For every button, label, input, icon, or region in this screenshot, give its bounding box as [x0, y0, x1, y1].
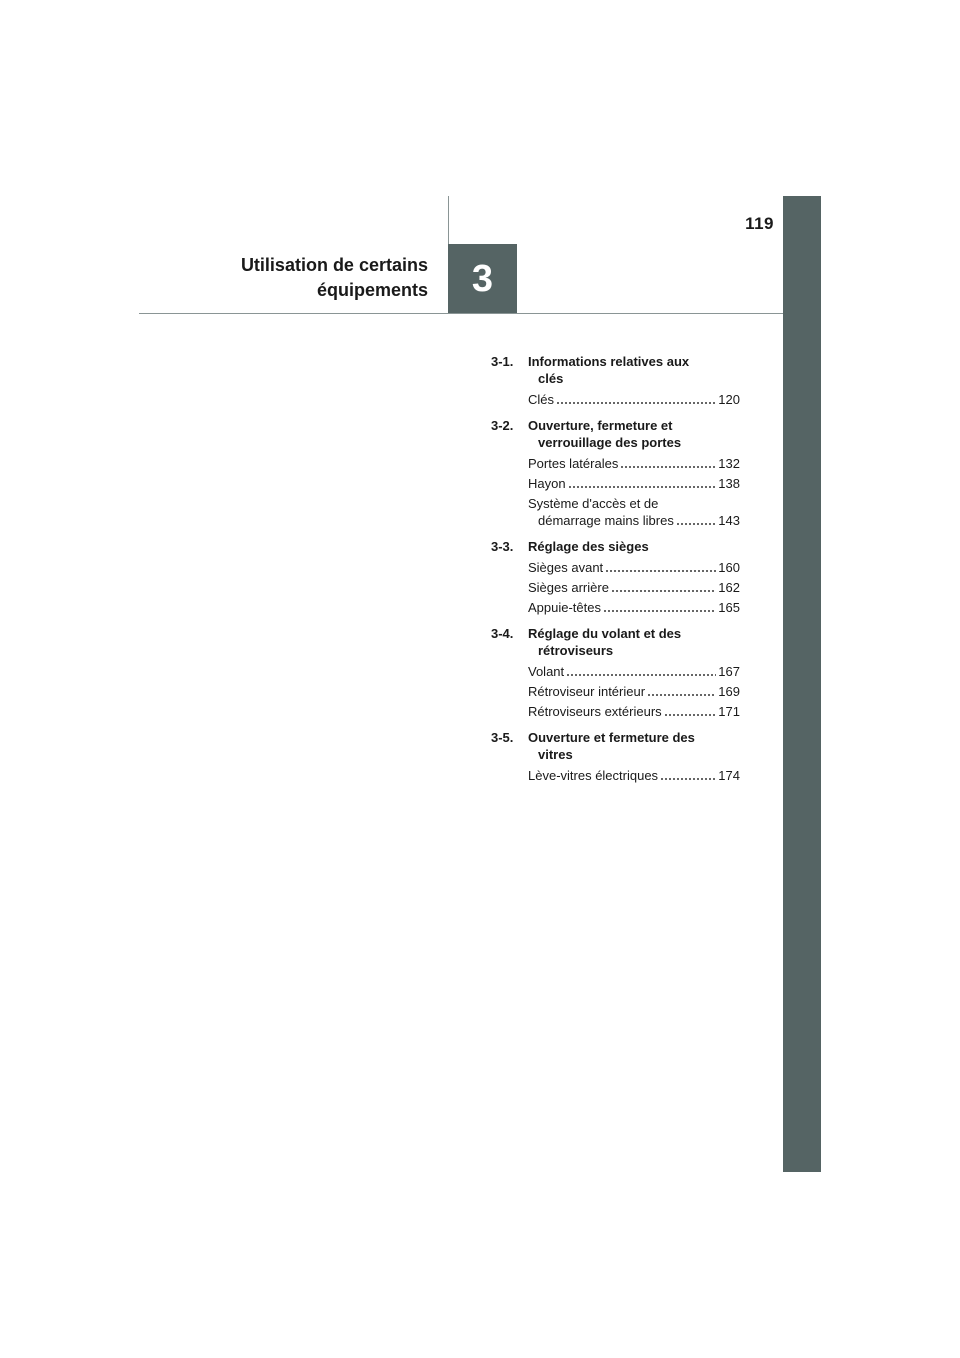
toc-entry-page: 167 — [718, 664, 740, 679]
toc-section-title-line: Informations relatives aux — [528, 354, 690, 369]
toc-entry[interactable] — [491, 599, 740, 616]
toc-section-title — [528, 625, 740, 659]
toc-entry-page: 138 — [718, 476, 740, 491]
chapter-title — [241, 253, 428, 303]
toc-section — [491, 417, 740, 529]
toc-entry-label-line: Appuie-têtes — [528, 600, 601, 615]
toc-section-number: 3-3. — [491, 539, 514, 554]
toc-entry[interactable] — [491, 391, 740, 408]
table-of-contents — [491, 353, 740, 793]
toc-entry-page: 162 — [718, 580, 740, 595]
toc-entry-page: 169 — [718, 684, 740, 699]
toc-section-number: 3-4. — [491, 626, 514, 641]
toc-section-title — [528, 417, 740, 451]
toc-entry-page: 160 — [718, 560, 740, 575]
toc-entry[interactable] — [491, 683, 740, 700]
toc-section-title-line: Ouverture et fermeture des — [528, 730, 695, 745]
toc-dot-leader — [611, 590, 716, 592]
toc-section — [491, 538, 740, 616]
toc-section-title-line: clés — [538, 371, 564, 386]
toc-section-title — [528, 353, 740, 387]
toc-entry[interactable] — [491, 663, 740, 680]
toc-section-title — [528, 538, 740, 555]
toc-entry-label — [528, 391, 554, 408]
toc-entry-label-line: Clés — [528, 392, 555, 407]
chapter-title-line-2: équipements — [316, 280, 428, 300]
toc-entry-label-line: Sièges avant — [528, 560, 604, 575]
toc-section-title-line: verrouillage des portes — [538, 435, 682, 450]
toc-entry[interactable] — [491, 559, 740, 576]
toc-entry[interactable] — [491, 703, 740, 720]
toc-section — [491, 353, 740, 408]
toc-entry-label-line: Rétroviseur intérieur — [528, 684, 646, 699]
toc-dot-leader — [566, 674, 716, 676]
toc-entry-label-line: Sièges arrière — [528, 580, 609, 595]
toc-section-heading — [491, 353, 740, 387]
toc-section-heading — [491, 417, 740, 451]
toc-dot-leader — [660, 778, 716, 780]
toc-section-number: 3-5. — [491, 730, 514, 745]
toc-entry-page: 120 — [718, 392, 740, 407]
toc-dot-leader — [676, 523, 716, 525]
toc-entry-label — [528, 663, 564, 680]
toc-section-heading — [491, 625, 740, 659]
header-horizontal-rule — [139, 313, 783, 314]
toc-entry-label-line: Rétroviseurs extérieurs — [528, 704, 662, 719]
toc-entry[interactable] — [491, 767, 740, 784]
toc-section — [491, 625, 740, 720]
toc-entry[interactable] — [491, 475, 740, 492]
chapter-number-box: 3 — [448, 244, 517, 314]
toc-section-title-line: Réglage des sièges — [528, 539, 649, 554]
toc-section-title-line: vitres — [538, 747, 573, 762]
page-number: 119 — [745, 214, 774, 233]
toc-dot-leader — [664, 714, 717, 716]
toc-entry-page: 165 — [718, 600, 740, 615]
toc-section-number: 3-1. — [491, 354, 514, 369]
toc-section — [491, 729, 740, 784]
toc-entry[interactable] — [491, 495, 740, 529]
toc-entry-page: 174 — [718, 768, 740, 783]
toc-section-title-line: Ouverture, fermeture et — [528, 418, 673, 433]
toc-entry-label-line: Portes latérales — [528, 456, 619, 471]
toc-entry-label-line: Système d'accès et de — [528, 496, 659, 511]
toc-dot-leader — [605, 570, 716, 572]
toc-entry-label — [528, 767, 658, 784]
header-vertical-rule — [448, 196, 449, 244]
toc-dot-leader — [568, 486, 717, 488]
toc-entry[interactable] — [491, 579, 740, 596]
toc-entry-label-line: Volant — [528, 664, 565, 679]
toc-entry-label — [528, 599, 601, 616]
toc-entry-label-line: démarrage mains libres — [538, 513, 674, 528]
toc-entry-label — [528, 559, 603, 576]
toc-section-title — [528, 729, 740, 763]
toc-section-title-line: rétroviseurs — [538, 643, 614, 658]
toc-entry-label — [528, 683, 645, 700]
toc-entry-label — [528, 495, 674, 529]
chapter-title-line-1: Utilisation de certains — [240, 255, 428, 275]
toc-entry[interactable] — [491, 455, 740, 472]
toc-dot-leader — [603, 610, 716, 612]
toc-entry-page: 143 — [718, 513, 740, 528]
toc-dot-leader — [647, 694, 716, 696]
chapter-side-tab — [783, 196, 821, 1172]
toc-dot-leader — [556, 402, 716, 404]
toc-entry-label-line: Lève-vitres électriques — [528, 768, 659, 783]
toc-section-heading — [491, 538, 740, 555]
toc-entry-label — [528, 703, 662, 720]
toc-entry-label — [528, 579, 609, 596]
toc-entry-label-line: Hayon — [528, 476, 566, 491]
toc-section-number: 3-2. — [491, 418, 514, 433]
toc-section-title-line: Réglage du volant et des — [528, 626, 682, 641]
toc-entry-page: 171 — [718, 704, 740, 719]
toc-section-heading — [491, 729, 740, 763]
toc-entry-label — [528, 455, 618, 472]
toc-entry-page: 132 — [718, 456, 740, 471]
toc-dot-leader — [620, 466, 716, 468]
toc-entry-label — [528, 475, 566, 492]
